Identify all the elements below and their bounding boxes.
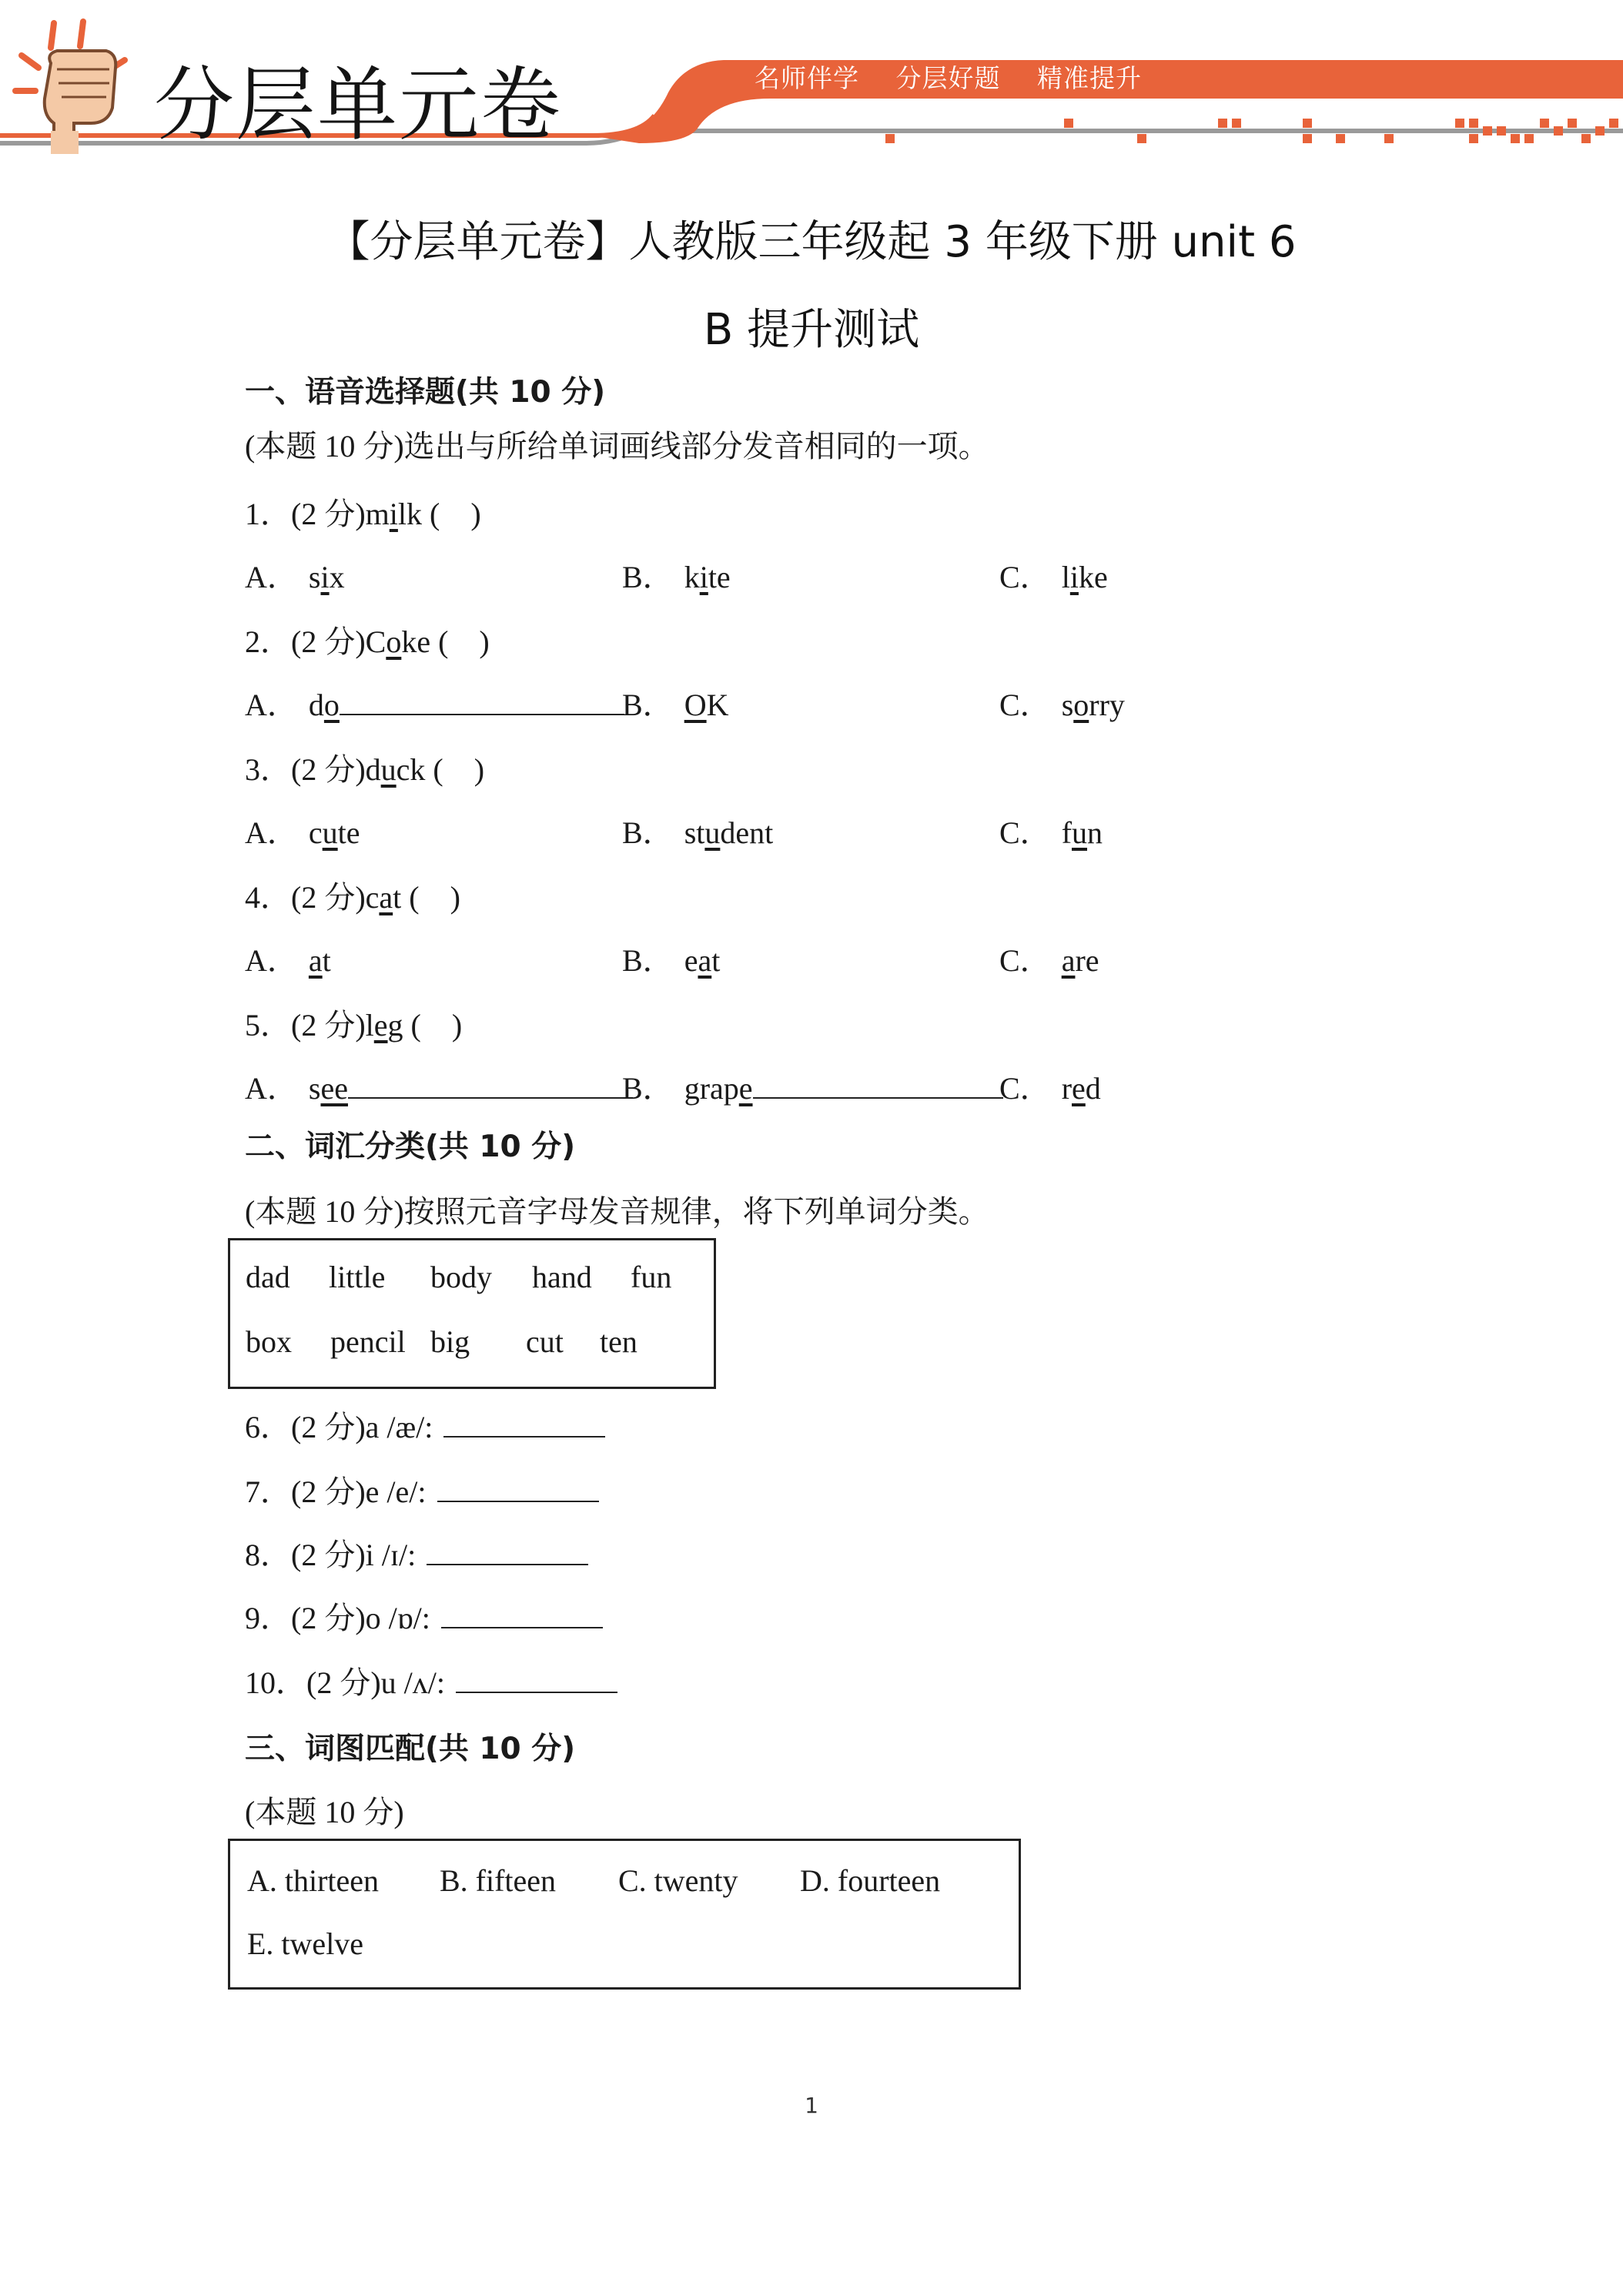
option-word-end: t bbox=[322, 943, 331, 978]
option-label: B． bbox=[622, 943, 674, 978]
option-word-end: rry bbox=[1089, 688, 1125, 722]
match-option-c: C. twenty bbox=[618, 1863, 738, 1898]
stem-text: 1．(2 分)m bbox=[245, 497, 390, 531]
option-label: B． bbox=[622, 1071, 674, 1106]
stem-text-end: t ( ) bbox=[393, 880, 460, 915]
question-3-option-b[interactable] bbox=[622, 808, 773, 852]
question-6 bbox=[245, 1403, 605, 1447]
section-3-instruction: (本题 10 分) bbox=[245, 1795, 404, 1829]
question-5-option-b[interactable] bbox=[622, 1064, 1003, 1108]
option-word-end: K bbox=[706, 688, 729, 722]
option-word-underlined: O bbox=[684, 688, 707, 722]
slogan-1: 名师伴学 bbox=[755, 63, 859, 93]
option-word-underlined: o bbox=[1073, 688, 1089, 722]
stem-underlined: u bbox=[380, 752, 397, 787]
question-4-option-b[interactable] bbox=[622, 936, 720, 980]
option-word-underlined: o bbox=[323, 688, 340, 722]
stem-text-end: lk ( ) bbox=[397, 497, 481, 531]
option-word-start: k bbox=[684, 560, 700, 594]
option-word-start: r bbox=[1061, 1071, 1073, 1106]
word-ten: ten bbox=[600, 1324, 637, 1359]
word-hand: hand bbox=[532, 1260, 592, 1294]
match-option-d: D. fourteen bbox=[800, 1863, 941, 1898]
word-box: box bbox=[246, 1324, 292, 1359]
option-label: C． bbox=[999, 1071, 1051, 1106]
option-word-start: d bbox=[308, 688, 324, 722]
stem-underlined: e bbox=[373, 1008, 388, 1043]
page-subtitle: B 提升测试 bbox=[703, 305, 920, 355]
question-2-option-c[interactable] bbox=[999, 681, 1125, 725]
question-5-option-a[interactable] bbox=[245, 1064, 633, 1108]
option-word-end: te bbox=[708, 560, 731, 594]
option-label: A． bbox=[245, 815, 298, 850]
word-pencil: pencil bbox=[330, 1324, 406, 1359]
stem-text-end: ck ( ) bbox=[396, 752, 485, 787]
answer-blank[interactable] bbox=[427, 1536, 588, 1565]
option-label: A． bbox=[245, 688, 298, 722]
stem-text: 2．(2 分)C bbox=[245, 624, 387, 659]
option-label: B． bbox=[622, 688, 674, 722]
question-10 bbox=[245, 1658, 617, 1702]
word-fun: fun bbox=[631, 1260, 672, 1294]
question-text: 9．(2 分)o /ɒ/: bbox=[245, 1601, 438, 1635]
word-cut: cut bbox=[526, 1324, 564, 1359]
slogan-3: 精准提升 bbox=[1037, 63, 1142, 93]
word-big: big bbox=[430, 1324, 470, 1359]
option-word-start: s bbox=[308, 1071, 321, 1106]
stem-text: 5．(2 分)l bbox=[245, 1008, 374, 1043]
word-dad: dad bbox=[246, 1260, 290, 1294]
question-text: 10．(2 分)u /ʌ/: bbox=[245, 1665, 453, 1700]
option-word-end: ke bbox=[1078, 560, 1108, 594]
word-body: body bbox=[430, 1260, 492, 1294]
option-label: B． bbox=[622, 560, 674, 594]
option-word-underlined: i bbox=[699, 560, 708, 594]
stem-underlined: o bbox=[386, 624, 402, 659]
question-2-option-a[interactable] bbox=[245, 681, 624, 725]
fill-blank-line bbox=[348, 1069, 633, 1099]
option-word-underlined: i bbox=[320, 560, 330, 594]
option-label: C． bbox=[999, 688, 1051, 722]
option-word-underlined: a bbox=[698, 943, 712, 978]
question-2-stem bbox=[245, 618, 490, 661]
option-word-start: e bbox=[684, 943, 698, 978]
option-word-start: c bbox=[308, 815, 323, 850]
option-word-underlined: ee bbox=[320, 1071, 348, 1106]
word-little: little bbox=[329, 1260, 386, 1294]
answer-blank[interactable] bbox=[441, 1599, 603, 1628]
question-5-option-c[interactable] bbox=[999, 1064, 1101, 1108]
option-word-end: re bbox=[1075, 943, 1099, 978]
option-word-end: dent bbox=[720, 815, 774, 850]
question-9 bbox=[245, 1594, 603, 1638]
stem-text-end: ke ( ) bbox=[401, 624, 490, 659]
page-title: 【分层单元卷】人教版三年级起 3 年级下册 unit 6 bbox=[326, 217, 1297, 267]
option-label: C． bbox=[999, 815, 1051, 850]
answer-blank[interactable] bbox=[456, 1664, 617, 1693]
option-word-underlined: e bbox=[738, 1071, 753, 1106]
section-2-heading: 二、词汇分类(共 10 分) bbox=[245, 1130, 576, 1164]
section-3-heading: 三、词图匹配(共 10 分) bbox=[245, 1732, 576, 1766]
option-label: A． bbox=[245, 560, 298, 594]
fill-blank-line bbox=[340, 686, 624, 715]
option-word-underlined: i bbox=[1069, 560, 1079, 594]
question-3-option-c[interactable] bbox=[999, 808, 1103, 852]
stem-underlined: i bbox=[389, 497, 398, 531]
slogan-2: 分层好题 bbox=[895, 63, 1001, 93]
question-8 bbox=[245, 1531, 588, 1575]
option-word-start: st bbox=[684, 815, 705, 850]
option-label: C． bbox=[999, 943, 1051, 978]
question-3-stem bbox=[245, 745, 484, 789]
option-label: B． bbox=[622, 815, 674, 850]
option-label: C． bbox=[999, 560, 1051, 594]
question-2-option-b[interactable] bbox=[622, 681, 728, 725]
option-label: A． bbox=[245, 943, 298, 978]
answer-blank[interactable] bbox=[443, 1408, 605, 1438]
answer-blank[interactable] bbox=[437, 1473, 599, 1502]
option-word-start: grap bbox=[684, 1071, 739, 1106]
question-1-stem bbox=[245, 490, 481, 534]
option-word-underlined: u bbox=[1072, 815, 1088, 850]
option-word-underlined: e bbox=[1072, 1071, 1086, 1106]
fist-logo-icon bbox=[0, 0, 146, 154]
option-word-end: d bbox=[1085, 1071, 1101, 1106]
option-word-end: x bbox=[329, 560, 345, 594]
option-word-end: te bbox=[337, 815, 360, 850]
option-word-underlined: a bbox=[308, 943, 323, 978]
match-option-e: E. twelve bbox=[247, 1926, 364, 1961]
option-word-end: n bbox=[1087, 815, 1103, 850]
option-label: A． bbox=[245, 1071, 298, 1106]
match-option-b: B. fifteen bbox=[440, 1863, 557, 1898]
question-4-stem bbox=[245, 873, 460, 917]
option-word-underlined: a bbox=[1061, 943, 1076, 978]
section-1-instruction: (本题 10 分)选出与所给单词画线部分发音相同的一项。 bbox=[245, 429, 989, 464]
question-text: 6．(2 分)a /æ/: bbox=[245, 1410, 441, 1444]
question-text: 8．(2 分)i /ɪ/: bbox=[245, 1538, 424, 1572]
option-word-start: s bbox=[308, 560, 321, 594]
option-word-start: s bbox=[1061, 688, 1074, 722]
option-word-start: l bbox=[1061, 560, 1070, 594]
header-banner bbox=[0, 0, 1623, 154]
question-3-option-a[interactable] bbox=[245, 808, 360, 852]
option-word-end: t bbox=[711, 943, 721, 978]
fill-blank-line bbox=[753, 1069, 1003, 1099]
option-word-underlined: u bbox=[322, 815, 338, 850]
stem-text: 4．(2 分)c bbox=[245, 880, 380, 915]
header-slogans bbox=[755, 59, 1170, 95]
question-4-option-a[interactable] bbox=[245, 936, 331, 980]
stem-text: 3．(2 分)d bbox=[245, 752, 381, 787]
brand-title: 分层单元卷 bbox=[154, 58, 563, 152]
section-1-heading: 一、语音选择题(共 10 分) bbox=[245, 375, 606, 410]
question-1-option-a[interactable] bbox=[245, 553, 345, 597]
option-word-start: f bbox=[1061, 815, 1073, 850]
question-4-option-c[interactable] bbox=[999, 936, 1099, 980]
stem-text-end: g ( ) bbox=[387, 1008, 463, 1043]
word-box bbox=[228, 1238, 716, 1389]
question-1-option-b[interactable] bbox=[622, 553, 731, 597]
stem-underlined: a bbox=[379, 880, 393, 915]
question-text: 7．(2 分)e /e/: bbox=[245, 1474, 434, 1509]
option-word-underlined: u bbox=[704, 815, 721, 850]
question-7 bbox=[245, 1468, 599, 1511]
page-number: 1 bbox=[805, 2093, 818, 2118]
question-5-stem bbox=[245, 1001, 462, 1045]
match-options-box bbox=[228, 1839, 1021, 1990]
match-option-a: A. thirteen bbox=[247, 1863, 380, 1898]
section-2-instruction: (本题 10 分)按照元音字母发音规律，将下列单词分类。 bbox=[245, 1194, 989, 1229]
question-1-option-c[interactable] bbox=[999, 553, 1108, 597]
